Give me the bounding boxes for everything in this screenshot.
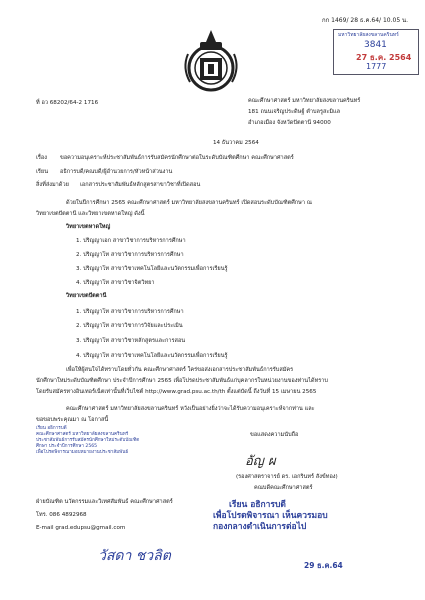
routing-note-line: ประชาสัมพันธ์การรับสมัครนักศึกษาใหม่ระดับบัณฑิต (36, 438, 140, 443)
list-item: 1. ปริญญาโท สาขาวิชาการบริหารการศึกษา (76, 309, 184, 315)
list-item: 4. ปริญญาโท สาขาวิชาจิตวิทยา (76, 280, 155, 286)
routing-memo (213, 500, 328, 533)
receive-stamp (333, 29, 419, 75)
attachment-text: เอกสารประชาสัมพันธ์หลักสูตรสาขาวิชาที่เปิดสอน (80, 182, 201, 188)
body-paragraph-2-line-2: นักศึกษาใหม่ระดับบัณฑิตศึกษา ประจำปีการศึกษา 2565 เพื่อโปรดประชาสัมพันธ์แก่บุคลากรในหน่วยงานของท่านได้ทราบ (36, 378, 328, 384)
receive-stamp-number: 3841 (364, 40, 387, 50)
body-paragraph-3: คณะศึกษาศาสตร์ มหาวิทยาลัยสงขลานครินทร์ หวังเป็นอย่างยิ่งว่าจะได้รับความอนุเคราะห์จากท่าน และ (66, 406, 315, 412)
body-paragraph-2-line-3: โดยรับสมัครทางอินเทอร์เน็ตเท่านั้นที่เว็บไซต์ http://www.grad.psu.ac.th/th ตั้งแต่บัดนี้ ถึงวันที่ 15 เมษายน 2565 (36, 389, 317, 395)
sender-faculty: คณะศึกษาศาสตร์ มหาวิทยาลัยสงขลานครินทร์ (248, 98, 361, 104)
receive-stamp-header: มหาวิทยาลัยสงขลานครินทร์ (338, 32, 399, 38)
list-item: 4. ปริญญาโท สาขาวิชาเทคโนโลยีและนวัตกรรมเพื่อการเรียนรู้ (76, 353, 228, 359)
signer-title: คณบดีคณะศึกษาศาสตร์ (254, 485, 313, 491)
footer-email: E-mail grad.edupsu@gmail.com (36, 525, 126, 531)
campus-pattani-title: วิทยาเขตปัตตานี (66, 293, 107, 299)
memo-line-3: กองกลางดำเนินการต่อไป (213, 522, 307, 532)
university-seal-logo (178, 28, 244, 94)
subject-text: ขอความอนุเคราะห์ประชาสัมพันธ์การรับสมัครนักศึกษาต่อในระดับบัณฑิตศึกษา คณะศึกษาศาสตร์ (60, 155, 294, 161)
routing-note-line: เพื่อโปรดพิจารณามอบหมายงานประชาสัมพันธ์ (36, 450, 129, 455)
document-number: ที่ อว 68202/64-2 1716 (36, 100, 99, 106)
routing-note (36, 426, 139, 456)
routing-note-line: คณะศึกษาศาสตร์ มหาวิทยาลัยสงขลานครินทร์ (36, 432, 129, 437)
sender-address-1: 181 ถนนเจริญประดิษฐ์ ตำบลรูสะมิแล (248, 109, 341, 115)
footer-phone: โทร. 086 4892968 (36, 512, 87, 518)
sender-address-2: อำเภอเมือง จังหวัดปัตตานี 94000 (248, 120, 331, 126)
body-paragraph-1-cont: วิทยาเขตปัตตานี และวิทยาเขตหาดใหญ่ ดังนี้ (36, 211, 145, 217)
list-item: 1. ปริญญาเอก สาขาวิชาการบริหารการศึกษา (76, 238, 186, 244)
body-paragraph-2-line-1: เพื่อให้ผู้สนใจได้ทราบโดยทั่วกัน คณะศึกษาศาสตร์ ใคร่ขอส่งเอกสารประชาสัมพันธ์การรับสมัคร (66, 367, 294, 373)
memo-signature: วัสดา ชวลิต (98, 548, 171, 564)
received-stamp-line: กก 1469/ 28 ธ.ค.64/ 10.05 น. (322, 17, 409, 24)
campus-hatyai-title: วิทยาเขตหาดใหญ่ (66, 224, 111, 230)
list-item: 2. ปริญญาโท สาขาวิชาการบริหารการศึกษา (76, 252, 184, 258)
recipient-text: อธิการบดี/คณบดี/ผู้อำนวยการ/หัวหน้าส่วนงาน (60, 169, 173, 175)
routing-note-line: ศึกษา ประจำปีการศึกษา 2565 (36, 444, 98, 449)
routing-note-line: เรียน อธิการบดี (36, 426, 67, 431)
recipient-label: เรียน (36, 169, 49, 175)
memo-line-2: เพื่อโปรดพิจารณา เห็นควรมอบ (213, 511, 328, 521)
memo-date: 29 ธ.ค.64 (304, 561, 343, 570)
body-paragraph-1: ด้วยในปีการศึกษา 2565 คณะศึกษาศาสตร์ มหาวิทยาลัยสงขลานครินทร์ เปิดสอนระดับบัณฑิตศึกษา ณ (66, 200, 312, 206)
closing-text: ขอแสดงความนับถือ (250, 432, 299, 438)
attachment-label: สิ่งที่ส่งมาด้วย (36, 182, 69, 188)
memo-line-1: เรียน อธิการบดี (229, 500, 286, 510)
footer-department: ฝ่ายบัณฑิต นวัตกรรมและวิเทศสัมพันธ์ คณะศึกษาศาสตร์ (36, 499, 173, 505)
subject-label: เรื่อง (36, 155, 48, 161)
signer-name: (รองศาสตราจารย์ ดร. เอกรินทร์ สังข์ทอง) (236, 474, 338, 480)
receive-stamp-time: 1777 (366, 62, 387, 71)
list-item: 3. ปริญญาโท สาขาวิชาเทคโนโลยีและนวัตกรรมเพื่อการเรียนรู้ (76, 266, 228, 272)
document-date: 14 ธันวาคม 2564 (213, 140, 259, 146)
list-item: 2. ปริญญาโท สาขาวิชาการวิจัยและประเมิน (76, 323, 183, 329)
list-item: 3. ปริญญาโท สาขาวิชาหลักสูตรและการสอน (76, 338, 186, 344)
body-paragraph-3-cont: ขอขอบพระคุณมา ณ โอกาสนี้ (36, 417, 109, 423)
dean-signature: อัญ ผ (245, 454, 276, 469)
receive-stamp-date: 27 ธ.ค. 2564 (356, 53, 412, 62)
